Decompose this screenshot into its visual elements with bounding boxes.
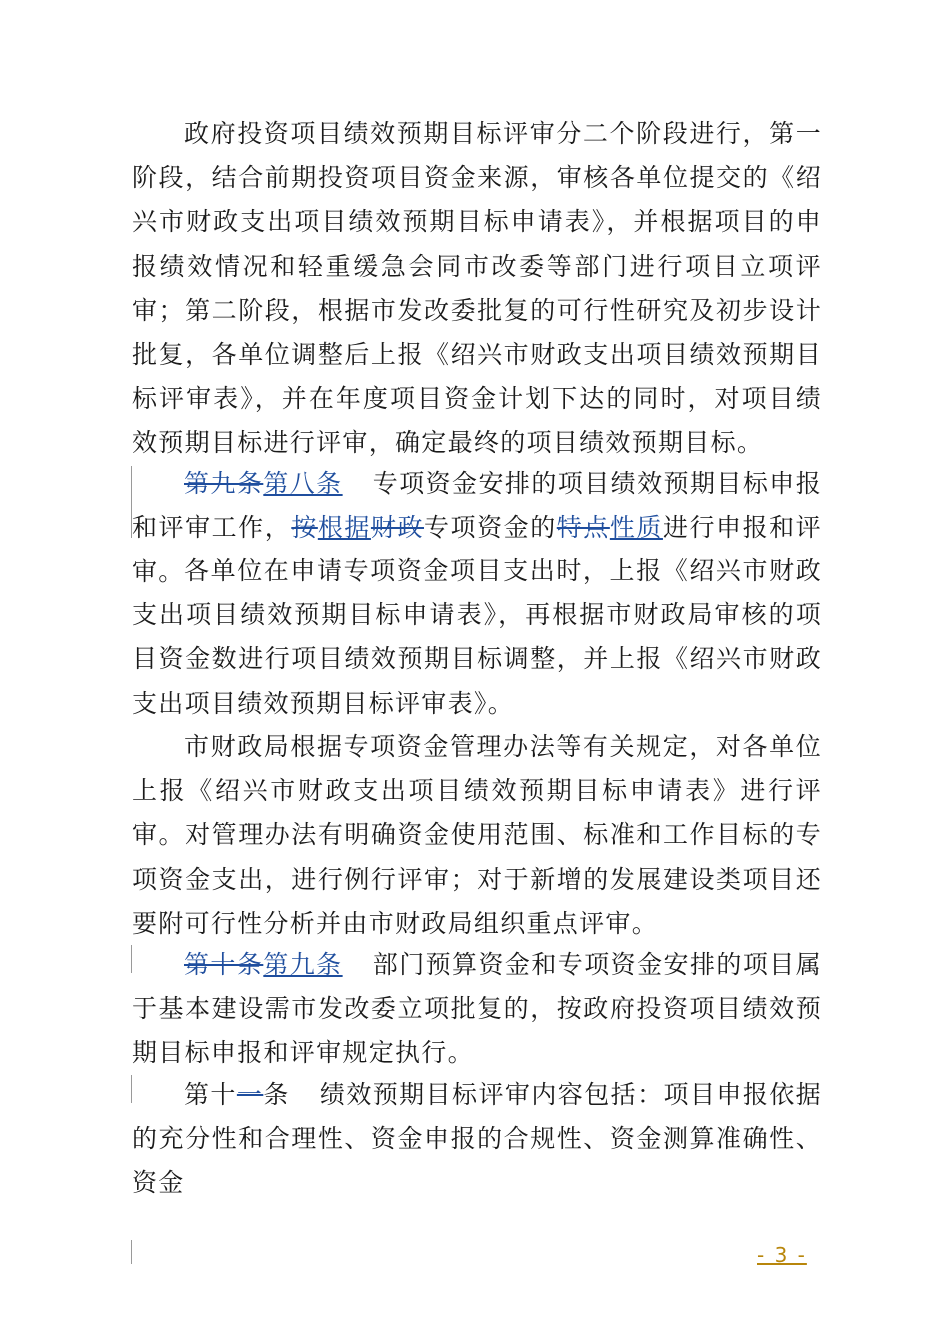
article-text: 专项资金的 [424, 513, 557, 543]
article-text: 部门预算资金和专项资金安排的项目属于基本建设需市发改委立项批复的，按政府投资项目绩效预期目标申报和评审规定执行。 [132, 950, 823, 1068]
article-text: 专项资金安排的项目绩效预期目标申报和评审工作， [132, 469, 823, 543]
deleted-text: 一 [236, 1080, 264, 1109]
inserted-text: 根据 [317, 513, 371, 543]
article-number: 条 [263, 1080, 290, 1109]
paragraph-government-investment-review: 政府投资项目绩效预期目标评审分二个阶段进行，第一阶段，结合前期投资项目资金来源，审核各单位提交的《绍兴市财政支出项目绩效预期目标申请表》，并根据项目的申报绩效情况和轻重缓急会同市改委等部门进行项目立项评审；第二阶段，根据市发改委批复的可行性研究及初步设计批复，各单位调整后上报《绍兴市财政支出项目绩效预期目标评审表》，并在年度项目资金计划下达的同时，对项目绩效预期目标进行评审，确定最终的项目绩效预期目标。 [132, 119, 822, 458]
inserted-text: 性质 [609, 513, 663, 543]
deleted-article-number: 第十条 [184, 950, 264, 979]
deleted-text: 财政 [370, 513, 425, 543]
deleted-text: 按 [291, 513, 318, 543]
article-text: 进行申报和评审。 [132, 513, 822, 587]
inserted-article-number: 第九条 [263, 950, 343, 979]
article-text: 绩效预期目标评审内容包括：项目申报依据的充分性和合理性、资金申报的合规性、资金测算准确性、资金 [132, 1080, 822, 1198]
page-number: - 3 - [757, 1243, 807, 1267]
revision-change-bar [131, 1240, 132, 1264]
paragraph-article-review-content [132, 1073, 822, 1206]
paragraph-unit-application: 各单位在申请专项资金项目支出时，上报《绍兴市财政支出项目绩效预期目标申请表》，再根据市财政局审核的项目资金数进行项目绩效预期目标调整，并上报《绍兴市财政支出项目绩效预期目标评审表》。 [132, 556, 822, 718]
paragraph-article-department-budget [132, 943, 822, 1076]
article-number: 第十 [184, 1080, 237, 1109]
deleted-text: 特点 [556, 513, 610, 543]
paragraph-finance-bureau-review: 市财政局根据专项资金管理办法等有关规定，对各单位上报《绍兴市财政支出项目绩效预期目标申请表》进行评审。对管理办法有明确资金使用范围、标准和工作目标的专项资金支出，进行例行评审；对于新增的发展建设类项目还要附可行性分析并由市财政局组织重点评审。 [132, 732, 822, 938]
deleted-article-number: 第九条 [184, 469, 264, 498]
inserted-article-number: 第八条 [263, 469, 343, 498]
